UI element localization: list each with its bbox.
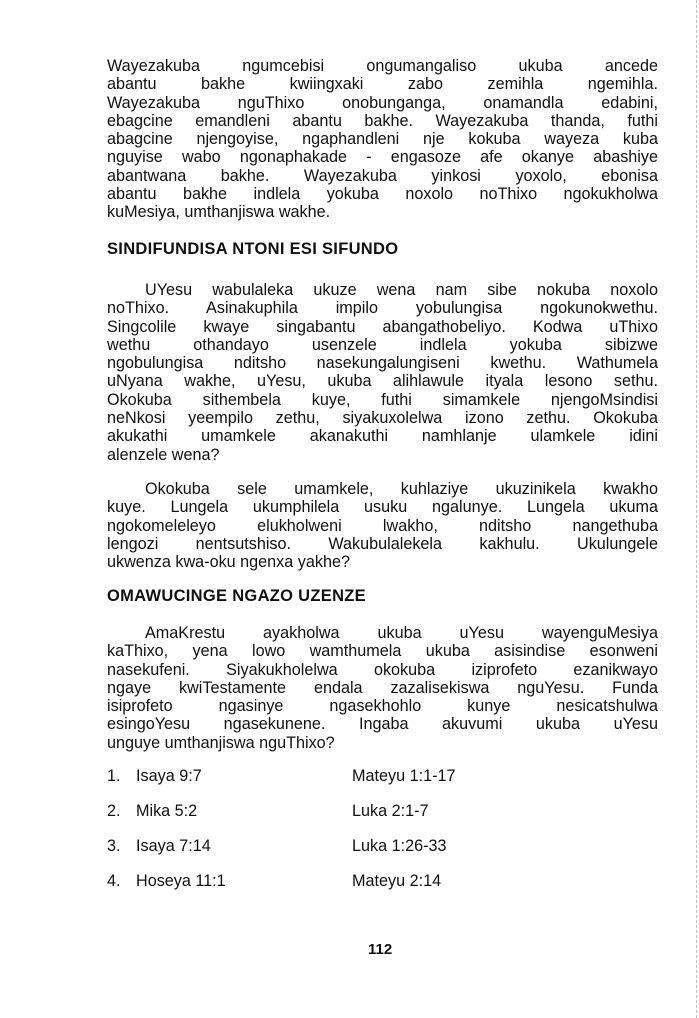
text-line: uNyana wakhe, uYesu, ukuba alihlawule ityala lesono sethu. [107,372,658,391]
paragraph-intro [107,57,658,222]
text-line: Okokuba sithembela kuye, futhi simamkele njengoMsindisi [107,390,658,409]
text-line: UYesu wabulaleka ukuze wena nam sibe nokuba noxolo [145,281,658,299]
text-line: Singcolile kwaye singabantu abangathobeliyo. Kodwa uThixo [107,317,658,336]
text-line: wethu othandayo usenzele indlela yokuba sibizwe [107,335,658,354]
reference-right: Luka 1:26-33 [352,837,447,855]
page-number: 112 [368,941,393,958]
text-line: ukwenza kwa-oku ngenxa yakhe? [107,553,350,572]
heading-reflect: OMAWUCINGE NGAZO UZENZE [107,587,366,605]
text-line: abantu bakhe kwiingxaki zabo zemihla ngemihla. [107,75,658,94]
text-line: abantwana bakhe. Wayezakuba yinkosi yoxolo, ebonisa [107,166,658,185]
text-line: kuye. Lungela ukumphilela usuku ngalunye. Lungela ukuma [107,498,658,517]
text-line: noThixo. Asinakuphila impilo yobulungisa ngokunokwethu. [107,299,658,318]
heading-lesson: SINDIFUNDISA NTONI ESI SIFUNDO [107,240,399,258]
text-line: alenzele wena? [107,445,220,464]
paragraph-lesson [107,281,658,464]
reference-num: 4. [107,872,121,890]
reference-right: Mateyu 2:14 [352,872,442,890]
text-line: unguye umthanjiswa nguThixo? [107,733,335,752]
text-line: AmaKrestu ayakholwa ukuba uYesu wayenguMesiya [145,624,658,642]
reference-right: Luka 2:1-7 [352,802,429,820]
text-line: nasekufeni. Siyakukholelwa okokuba iziprofeto ezanikwayo [107,660,658,679]
reference-num: 1. [107,767,121,785]
paragraph-commitment [107,480,658,571]
reference-right: Mateyu 1:1-17 [352,767,456,785]
text-line: nguyise wabo ngonaphakade - engasoze afe okanye abashiye [107,148,658,167]
text-line: akukathi umamkele akanakuthi namhlanje ulamkele idini [107,427,658,446]
text-line: kuMesiya, umthanjiswa wakhe. [107,203,331,222]
text-line: esingoYesu ngasekunene. Ingaba akuvumi ukuba uYesu [107,715,658,734]
text-line: isiprofeto ngasinye ngasekhohlo kunye nesicatshulwa [107,697,658,716]
reference-left: Mika 5:2 [136,802,198,820]
text-line: kaThixo, yena lowo wamthumela ukuba asisindise esonweni [107,642,658,661]
text-line: Okokuba sele umamkele, kuhlaziye ukuzinikela kwakho [145,480,658,498]
paragraph-prophecy [107,624,658,752]
reference-left: Hoseya 11:1 [136,872,226,890]
text-line: ebagcine emandleni abantu bakhe. Wayezakuba thanda, futhi [107,111,658,130]
text-line: abagcine njengoyise, ngaphandleni nje kokuba wayeza kuba [107,130,658,149]
page-edge [696,0,697,1018]
text-line: lengozi nentsutshiso. Wakubulalekela kakhulu. Ukulungele [107,534,658,553]
text-line: neNkosi yeempilo zethu, siyakuxolelwa izono zethu. Okokuba [107,409,658,428]
reference-left: Isaya 9:7 [136,767,202,785]
text-line: Wayezakuba nguThixo onobunganga, onamandla edabini, [107,93,658,112]
reference-num: 3. [107,837,121,855]
reference-left: Isaya 7:14 [136,837,211,855]
text-line: ngokomeleleyo elukholweni lwakho, nditsho nangethuba [107,516,658,535]
text-line: ngaye kwiTestamente endala zazalisekiswa nguYesu. Funda [107,678,658,697]
reference-num: 2. [107,802,121,820]
text-line: Wayezakuba ngumcebisi ongumangaliso ukuba ancede [107,57,658,75]
text-line: abantu bakhe indlela yokuba noxolo noThixo ngokukholwa [107,185,658,204]
text-line: ngobulungisa nditsho nasekungalungiseni kwethu. Wathumela [107,354,658,373]
